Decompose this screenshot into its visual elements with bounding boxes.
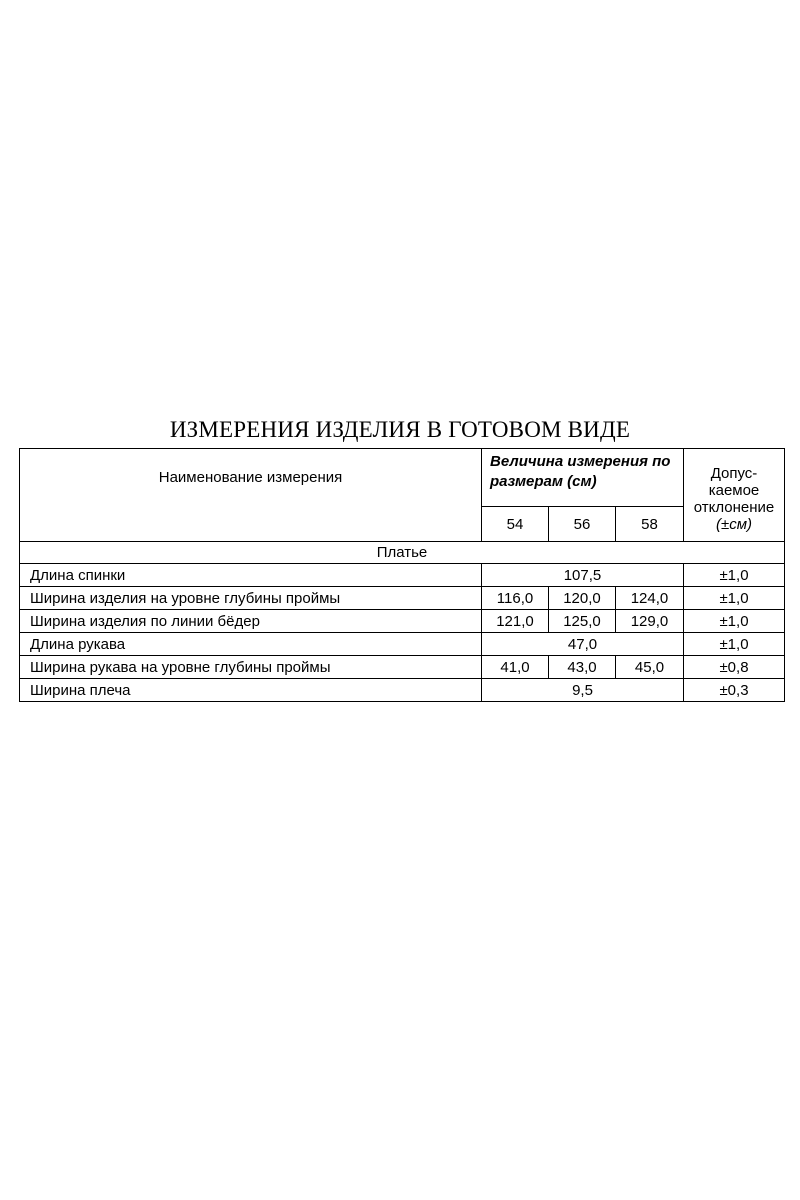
measure-tolerance: ±1,0 [684, 633, 785, 656]
tolerance-label-line2: каемое [708, 482, 760, 499]
measure-value-58: 45,0 [616, 656, 684, 679]
table-row [20, 656, 785, 679]
table-row [20, 679, 785, 702]
measure-value: 107,5 [482, 564, 684, 587]
table-row [20, 587, 785, 610]
measure-value-54: 116,0 [482, 587, 549, 610]
tolerance-label-line4: (±см) [715, 516, 752, 533]
tolerance-label-line1: Допус- [710, 465, 758, 482]
measure-tolerance: ±0,8 [684, 656, 785, 679]
measure-value-58: 129,0 [616, 610, 684, 633]
measure-value-54: 41,0 [482, 656, 549, 679]
measure-value-56: 125,0 [549, 610, 616, 633]
measure-name: Ширина плеча [20, 679, 482, 702]
measure-value-58: 124,0 [616, 587, 684, 610]
measure-tolerance: ±0,3 [684, 679, 785, 702]
measure-name: Длина рукава [20, 633, 482, 656]
measure-name: Ширина изделия по линии бёдер [20, 610, 482, 633]
header-tolerance-column [684, 449, 785, 542]
measure-tolerance: ±1,0 [684, 587, 785, 610]
section-row [20, 542, 785, 564]
measure-name: Ширина рукава на уровне глубины проймы [20, 656, 482, 679]
table-row [20, 610, 785, 633]
measure-value: 9,5 [482, 679, 684, 702]
measure-tolerance: ±1,0 [684, 610, 785, 633]
measure-value-56: 43,0 [549, 656, 616, 679]
measure-tolerance: ±1,0 [684, 564, 785, 587]
measure-value-54: 121,0 [482, 610, 549, 633]
size-54: 54 [482, 507, 549, 542]
header-value-column: Величина измерения по размерам (см) [482, 449, 684, 507]
measure-value-56: 120,0 [549, 587, 616, 610]
table-row [20, 633, 785, 656]
header-row [20, 449, 785, 507]
size-58: 58 [616, 507, 684, 542]
measure-name: Ширина изделия на уровне глубины проймы [20, 587, 482, 610]
table-row [20, 564, 785, 587]
measurements-table [19, 448, 785, 702]
size-56: 56 [549, 507, 616, 542]
measure-name: Длина спинки [20, 564, 482, 587]
page-title: ИЗМЕРЕНИЯ ИЗДЕЛИЯ В ГОТОВОМ ВИДЕ [169, 417, 631, 442]
section-label: Платье [20, 542, 785, 564]
tolerance-label-line3: отклонение [693, 499, 775, 516]
header-name-column: Наименование измерения [20, 449, 482, 542]
measure-value: 47,0 [482, 633, 684, 656]
